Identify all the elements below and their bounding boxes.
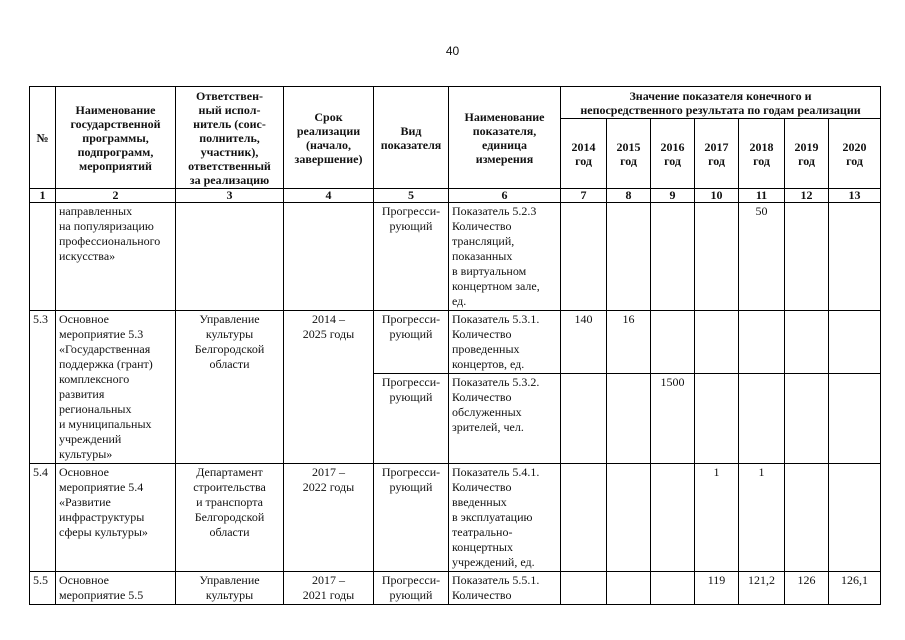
header-indicator: Наименование показателя, единица измерения xyxy=(449,87,561,189)
row-number: 5.5 xyxy=(30,572,56,605)
header-number: № xyxy=(30,87,56,189)
value-2014 xyxy=(561,374,607,464)
value-2019 xyxy=(785,311,829,374)
header-kind: Вид показателя xyxy=(374,87,449,189)
header-year-2016: 2016 год xyxy=(651,119,695,189)
value-2017 xyxy=(695,374,739,464)
value-2015 xyxy=(607,374,651,464)
value-2017: 119 xyxy=(695,572,739,605)
value-2014: 140 xyxy=(561,311,607,374)
indicator-kind: Прогресси- рующий xyxy=(374,203,449,311)
indicator-kind: Прогресси- рующий xyxy=(374,572,449,605)
col-number: 12 xyxy=(785,189,829,203)
value-2018: 1 xyxy=(739,464,785,572)
indicator-name: Показатель 5.3.2. Количество обслуженных зрителей, чел. xyxy=(449,374,561,464)
value-2016 xyxy=(651,464,695,572)
header-year-2020: 2020 год xyxy=(829,119,881,189)
col-number: 4 xyxy=(284,189,374,203)
table-row xyxy=(30,572,881,605)
responsible-cell: Управление культуры Белгородской области xyxy=(176,311,284,464)
value-2015: 16 xyxy=(607,311,651,374)
indicator-name: Показатель 5.2.3 Количество трансляций, показанных в виртуальном концертном зале, ед. xyxy=(449,203,561,311)
header-year-2015: 2015 год xyxy=(607,119,651,189)
col-number: 8 xyxy=(607,189,651,203)
header-year-2019: 2019 год xyxy=(785,119,829,189)
col-number: 3 xyxy=(176,189,284,203)
col-number: 5 xyxy=(374,189,449,203)
value-2018: 121,2 xyxy=(739,572,785,605)
col-number: 2 xyxy=(56,189,176,203)
value-2018: 50 xyxy=(739,203,785,311)
value-2019 xyxy=(785,464,829,572)
value-2019 xyxy=(785,203,829,311)
responsible-cell: Департамент строительства и транспорта Белгородской области xyxy=(176,464,284,572)
term-cell: 2017 – 2021 годы xyxy=(284,572,374,605)
indicator-kind: Прогресси- рующий xyxy=(374,311,449,374)
header-year-2014: 2014 год xyxy=(561,119,607,189)
term-cell xyxy=(284,203,374,311)
value-2015 xyxy=(607,203,651,311)
value-2020 xyxy=(829,311,881,374)
value-2016 xyxy=(651,572,695,605)
col-number: 11 xyxy=(739,189,785,203)
responsible-cell: Управление культуры xyxy=(176,572,284,605)
row-number: 5.4 xyxy=(30,464,56,572)
value-2019: 126 xyxy=(785,572,829,605)
measure-name: Основное мероприятие 5.5 xyxy=(56,572,176,605)
table-row xyxy=(30,311,881,374)
col-number: 1 xyxy=(30,189,56,203)
value-2016 xyxy=(651,203,695,311)
header-year-2017: 2017 год xyxy=(695,119,739,189)
header-term: Срок реализации (начало, завершение) xyxy=(284,87,374,189)
header-responsible: Ответствен- ный испол- нитель (соис- полнитель, участник), ответственный за реализацию xyxy=(176,87,284,189)
value-2017: 1 xyxy=(695,464,739,572)
measure-name: Основное мероприятие 5.3 «Государственная поддержка (грант) комплексного развития региональных и муниципальных учреждений культуры» xyxy=(56,311,176,464)
term-cell: 2014 – 2025 годы xyxy=(284,311,374,464)
col-number: 13 xyxy=(829,189,881,203)
indicator-name: Показатель 5.4.1. Количество введенных в эксплуатацию театрально- концертных учреждений, ед. xyxy=(449,464,561,572)
measure-name: направленных на популяризацию профессионального искусства» xyxy=(56,203,176,311)
value-2017 xyxy=(695,203,739,311)
row-number: 5.3 xyxy=(30,311,56,464)
value-2016 xyxy=(651,311,695,374)
col-number: 9 xyxy=(651,189,695,203)
value-2020: 126,1 xyxy=(829,572,881,605)
page-number: 40 xyxy=(445,44,460,58)
term-cell: 2017 – 2022 годы xyxy=(284,464,374,572)
indicator-name: Показатель 5.5.1. Количество xyxy=(449,572,561,605)
table-row xyxy=(30,464,881,572)
value-2015 xyxy=(607,464,651,572)
value-2017 xyxy=(695,311,739,374)
value-2016: 1500 xyxy=(651,374,695,464)
value-2019 xyxy=(785,374,829,464)
value-2014 xyxy=(561,464,607,572)
row-number xyxy=(30,203,56,311)
value-2020 xyxy=(829,464,881,572)
header-name: Наименование государственной программы, подпрограмм, мероприятий xyxy=(56,87,176,189)
col-number: 6 xyxy=(449,189,561,203)
value-2020 xyxy=(829,374,881,464)
value-2014 xyxy=(561,203,607,311)
measure-name: Основное мероприятие 5.4 «Развитие инфраструктуры сферы культуры» xyxy=(56,464,176,572)
value-2014 xyxy=(561,572,607,605)
indicators-table xyxy=(29,86,881,605)
col-number: 10 xyxy=(695,189,739,203)
value-2020 xyxy=(829,203,881,311)
header-values-group: Значение показателя конечного и непосредственного результата по годам реализации xyxy=(561,87,881,119)
value-2015 xyxy=(607,572,651,605)
col-number: 7 xyxy=(561,189,607,203)
responsible-cell xyxy=(176,203,284,311)
header-year-2018: 2018 год xyxy=(739,119,785,189)
indicator-name: Показатель 5.3.1. Количество проведенных концертов, ед. xyxy=(449,311,561,374)
indicator-kind: Прогресси- рующий xyxy=(374,374,449,464)
indicator-kind: Прогресси- рующий xyxy=(374,464,449,572)
table-row xyxy=(30,203,881,311)
value-2018 xyxy=(739,374,785,464)
value-2018 xyxy=(739,311,785,374)
